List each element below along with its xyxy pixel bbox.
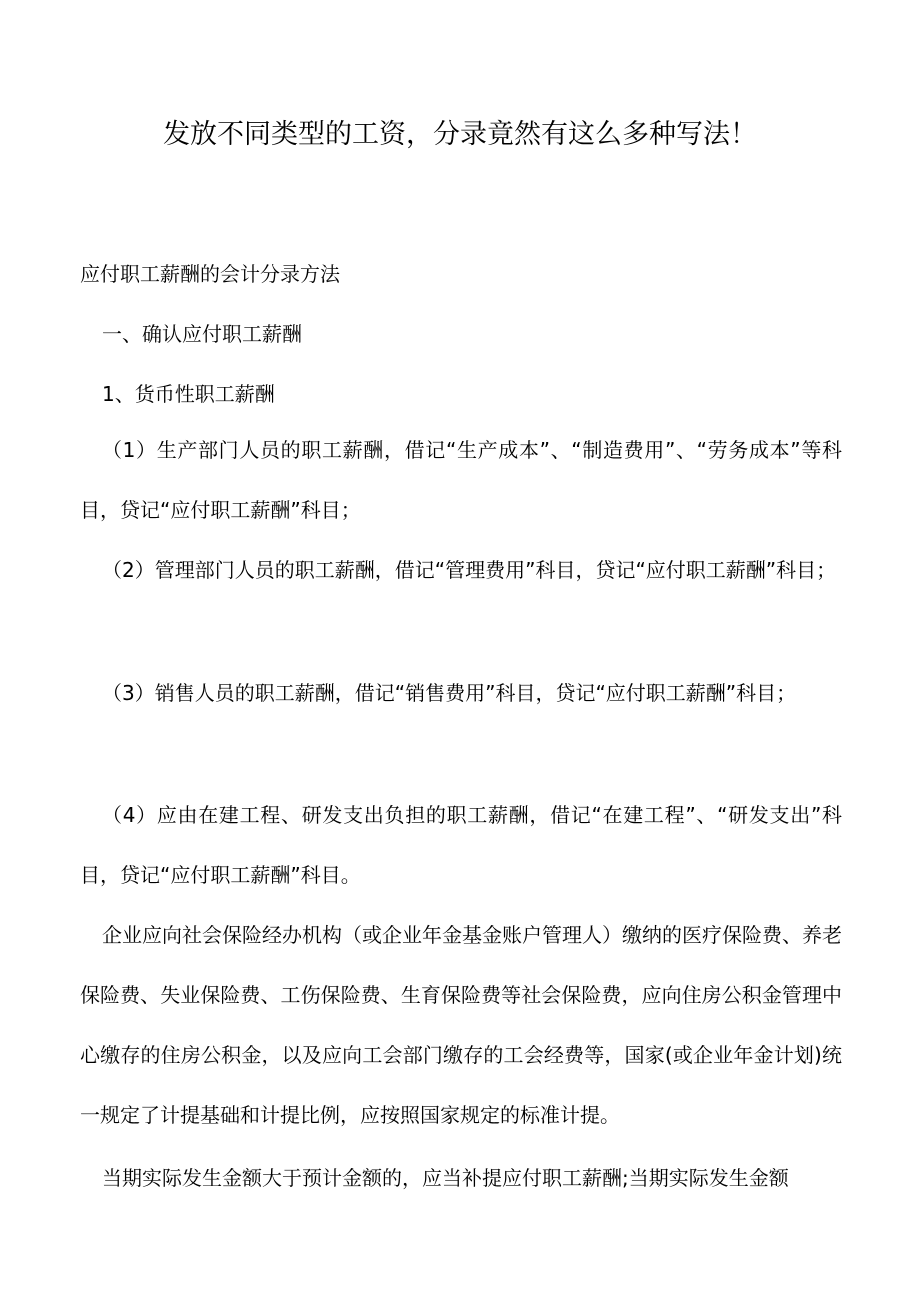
- item-construction-rd: （4）应由在建工程、研发支出负担的职工薪酬，借记“在建工程”、“研发支出”科目，贷记“应付职工薪酬”科目。: [80, 803, 842, 887]
- item-management: （2）管理部门人员的职工薪酬，借记“管理费用”科目，贷记“应付职工薪酬”科目；: [102, 558, 837, 582]
- item-production: （1）生产部门人员的职工薪酬，借记“生产成本”、“制造费用”、“劳务成本”等科目，贷记“应付职工薪酬”科目；: [80, 438, 842, 522]
- sub-heading-monetary: 1、货币性职工薪酬: [102, 382, 275, 406]
- item-sales: （3）销售人员的职工薪酬，借记“销售费用”科目，贷记“应付职工薪酬”科目；: [102, 681, 797, 705]
- document-title: 发放不同类型的工资，分录竟然有这么多种写法！: [163, 119, 757, 150]
- part-one-heading: 一、确认应付职工薪酬: [102, 322, 302, 346]
- paragraph-social-insurance: 企业应向社会保险经办机构（或企业年金基金账户管理人）缴纳的医疗保险费、养老保险费、失业保险费、工伤保险费、生育保险费等社会保险费，应向住房公积金管理中心缴存的住房公积金，以及应向工会部门缴存的工会经费等，国家(或企业年金计划)统一规定了计提基础和计提比例，应按照国家规定的标准计提。: [80, 923, 842, 1127]
- paragraph-actual-amount: 当期实际发生金额大于预计金额的，应当补提应付职工薪酬;当期实际发生金额: [102, 1166, 789, 1190]
- section-heading: 应付职工薪酬的会计分录方法: [80, 262, 340, 286]
